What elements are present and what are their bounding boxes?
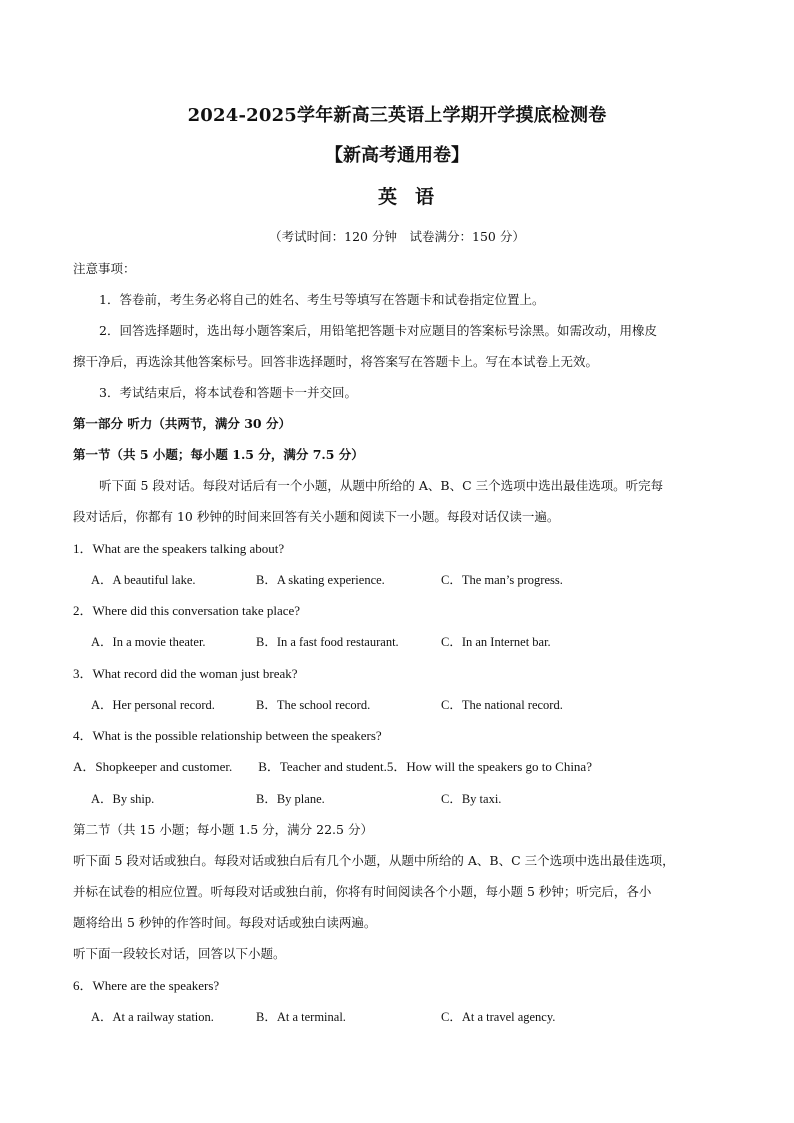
question-5-option-c: C．By taxi.	[441, 792, 502, 806]
exam-subtitle: 【新高考通用卷】	[325, 145, 469, 166]
question-5-option-a: A．By ship.	[91, 792, 155, 806]
section2-instruction-1: 听下面 5 段对话或独白。每段对话或独白后有几个小题，从题中所给的 A、B、C 三个选项中选出最佳选项，	[73, 853, 675, 868]
question-6-option-b: B．At a terminal.	[256, 1010, 346, 1024]
part1-heading: 第一部分 听力（共两节，满分 30 分）	[73, 416, 291, 431]
note-item-2: 2．回答选择题时，选出每小题答案后，用铅笔把答题卡对应题目的答案标号涂黑。如需改动，用橡皮	[99, 323, 657, 338]
section1-instruction-1: 听下面 5 段对话。每段对话后有一个小题，从题中所给的 A、B、C 三个选项中选出最佳选项。听完每	[99, 478, 664, 493]
note-item-2-cont: 擦干净后，再选涂其他答案标号。回答非选择题时，将答案写在答题卡上。写在本试卷上无效。	[73, 354, 599, 369]
question-5-option-b: B．By plane.	[256, 792, 325, 806]
question-6-option-c: C．At a travel agency.	[441, 1010, 556, 1024]
notes-heading: 注意事项：	[73, 261, 136, 276]
exam-title: 2024-2025学年新高三英语上学期开学摸底检测卷	[187, 105, 607, 126]
question-4-stem: 4．What is the possible relationship between the speakers?	[73, 728, 382, 743]
note-item-3: 3．考试结束后，将本试卷和答题卡一并交回。	[99, 385, 357, 400]
section2-instruction-2: 并标在试卷的相应位置。听每段对话或独白前，你将有时间阅读各个小题，每小题 5 秒钟；听完后，各小	[73, 884, 652, 899]
long-dialog-intro: 听下面一段较长对话，回答以下小题。	[73, 946, 286, 961]
question-1-option-a: A．A beautiful lake.	[91, 573, 196, 587]
question-4-options-question-5-stem: A．Shopkeeper and customer. B．Teacher and student.5．How will the speakers go to China?	[73, 759, 592, 774]
question-3-option-b: B．The school record.	[256, 698, 371, 712]
subject-title: 英语	[377, 186, 452, 208]
question-2-option-a: A．In a movie theater.	[91, 635, 206, 649]
section2-heading: 第二节（共 15 小题；每小题 1.5 分，满分 22.5 分）	[73, 822, 373, 837]
question-2-option-c: C．In an Internet bar.	[441, 635, 551, 649]
question-3-option-c: C．The national record.	[441, 698, 563, 712]
question-1-stem: 1．What are the speakers talking about?	[73, 541, 285, 556]
exam-info: （考试时间：120 分钟 试卷满分：150 分）	[269, 229, 525, 244]
question-6-stem: 6．Where are the speakers?	[73, 978, 220, 993]
question-2-stem: 2．Where did this conversation take place?	[73, 603, 301, 618]
section1-instruction-2: 段对话后，你都有 10 秒钟的时间来回答有关小题和阅读下一小题。每段对话仅读一遍。	[73, 509, 560, 524]
question-3-option-a: A．Her personal record.	[91, 698, 215, 712]
section2-instruction-3: 题将给出 5 秒钟的作答时间。每段对话或独白读两遍。	[73, 915, 377, 930]
question-1-option-b: B．A skating experience.	[256, 573, 385, 587]
question-6-option-a: A．At a railway station.	[91, 1010, 214, 1024]
question-2-option-b: B．In a fast food restaurant.	[256, 635, 399, 649]
note-item-1: 1．答卷前，考生务必将自己的姓名、考生号等填写在答题卡和试卷指定位置上。	[99, 292, 545, 307]
section1-heading: 第一节（共 5 小题；每小题 1.5 分，满分 7.5 分）	[73, 447, 364, 462]
question-3-stem: 3．What record did the woman just break?	[73, 666, 298, 681]
question-1-option-c: C．The man’s progress.	[441, 573, 563, 587]
